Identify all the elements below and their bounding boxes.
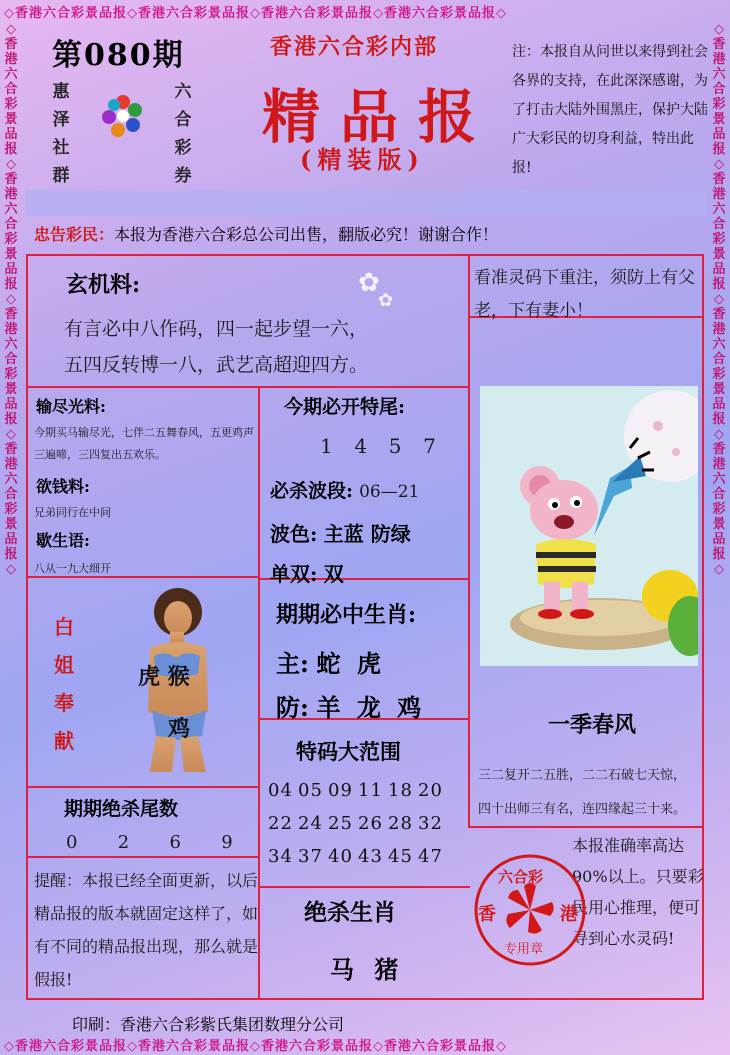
- spring-line-1: 三二复开二五胜，二二石破七天惊，: [478, 768, 687, 783]
- kill-tail-digits: [66, 832, 267, 853]
- header-left-column: [50, 78, 72, 190]
- range-number: 37: [298, 846, 323, 867]
- zodiac-guard-label: 防:: [276, 693, 309, 722]
- range-number: 47: [418, 846, 443, 867]
- footer-print: 印刷：香港六合彩紫氏集团数理分公司: [72, 1015, 345, 1034]
- zodiac-main-value: 蛇 虎: [316, 649, 385, 678]
- kill-band-row: [270, 476, 419, 503]
- right-col-char: 六: [174, 82, 192, 102]
- kill-zodiac-title: 绝杀生肖: [304, 899, 396, 926]
- xuanji-line-1: 有言必中八作码，四一起步望一六，: [64, 318, 369, 340]
- gesheng-text: 八从一九大细开: [34, 562, 111, 575]
- yuqian-text: 兄弟同行在中间: [34, 506, 111, 519]
- range-title: 特码大范围: [296, 739, 401, 764]
- zodiac-main-label: 主:: [276, 649, 309, 678]
- yuqian-title: 欲钱料:: [36, 477, 90, 496]
- photo-side-text: [54, 608, 74, 760]
- range-row: [268, 813, 448, 834]
- side-char: 白: [54, 615, 74, 639]
- kill-tail-title: 期期绝杀尾数: [64, 798, 179, 820]
- range-number: 32: [418, 813, 443, 834]
- range-grid: [268, 780, 448, 867]
- side-char: 奉: [54, 691, 74, 715]
- header-right-column: [172, 78, 194, 190]
- zodiac-title: 期期必中生肖:: [276, 602, 417, 628]
- border-bottom-banner: ◇香港六合彩景品报◇香港六合彩景品报◇香港六合彩景品报◇香港六合彩景品报◇: [4, 1039, 507, 1053]
- header-notice: 注：本报自从问世以来得到社会各界的支持，在此深深感谢，为了打击大陆外围黑庄，保护大陆广大彩民的切身利益，特出此报!: [512, 44, 708, 176]
- stamp-left-text: 香: [478, 904, 496, 925]
- single-double-label: 单双:: [270, 562, 318, 586]
- shujin-title: 输尽光料:: [36, 397, 106, 416]
- tail-digits: [320, 434, 451, 458]
- range-number: 04: [268, 780, 293, 801]
- color-row: [270, 518, 411, 547]
- divider: [28, 856, 260, 858]
- range-number: 18: [388, 780, 413, 801]
- right-col-char: 券: [174, 166, 192, 186]
- warning-bar: [34, 222, 498, 245]
- divider: [258, 886, 470, 888]
- range-number: 09: [328, 780, 353, 801]
- range-number: 24: [298, 813, 323, 834]
- kill-tail-digit: 6: [169, 832, 181, 853]
- divider: [28, 386, 470, 388]
- range-number: 40: [328, 846, 353, 867]
- zodiac-guard-row: [276, 688, 425, 723]
- kill-tail-digit: 9: [221, 832, 233, 853]
- range-number: 43: [358, 846, 383, 867]
- tail-title: 今期必开特尾:: [284, 396, 406, 418]
- tail-digit: 5: [388, 434, 402, 458]
- tail-digit: 1: [320, 434, 333, 458]
- stamp-right-text: 港: [560, 904, 578, 925]
- divider: [28, 576, 260, 578]
- issue-number: 第080期: [52, 38, 185, 73]
- kill-tail-digit: 2: [117, 832, 130, 853]
- zodiac-guard-value: 羊 龙 鸡: [316, 693, 426, 722]
- tail-digit: 7: [423, 434, 436, 458]
- flower-icon: ✿: [378, 290, 394, 311]
- range-row: [268, 846, 448, 867]
- left-col-char: 社: [52, 138, 70, 158]
- xuanji-line-2: 五四反转博一八，武艺高超迎四方。: [64, 354, 369, 376]
- left-col-char: 惠: [52, 82, 70, 102]
- divider: [28, 786, 260, 788]
- right-col-char: 彩: [174, 138, 192, 158]
- left-col-char: 泽: [52, 110, 70, 130]
- kill-band-value: 06—21: [359, 482, 420, 502]
- cartoon-mouse-illustration: [480, 386, 698, 666]
- lottery-logo-icon: [100, 92, 146, 138]
- flower-icon: ✿: [358, 268, 380, 298]
- range-number: 34: [268, 846, 293, 867]
- range-number: 11: [358, 780, 383, 801]
- zodiac-main-row: [276, 644, 385, 679]
- shujin-text: 今期买马输尽光，七伴二五舞春风，五更鸡声三遍啼，三四复出五欢乐。: [34, 426, 254, 461]
- divider: [468, 256, 470, 828]
- photo-overlay-2: 鸡: [168, 716, 191, 742]
- range-number: 45: [388, 846, 413, 867]
- warning-label: 忠告彩民：: [34, 225, 115, 244]
- kill-band-label: 必杀波段:: [270, 480, 354, 502]
- xuanji-title: 玄机料:: [66, 272, 141, 298]
- range-number: 26: [358, 813, 383, 834]
- range-number: 20: [418, 780, 443, 801]
- spring-title: 一季春风: [548, 712, 637, 738]
- left-col-char: 群: [52, 166, 70, 186]
- tail-digit: 4: [354, 434, 368, 458]
- single-double-row: [270, 558, 344, 587]
- warning-text: 本报为香港六合彩总公司出售，翻版必究！谢谢合作！: [114, 225, 499, 244]
- gesheng-title: 歇生语:: [36, 531, 90, 550]
- kill-tail-digit: 0: [66, 832, 78, 853]
- single-double-value: 双: [323, 562, 344, 586]
- range-number: 28: [388, 813, 413, 834]
- edition-label: (精装版): [300, 145, 425, 174]
- border-left-banner: ◇香港六合彩景品报◇香港六合彩景品报◇香港六合彩景品报◇香港六合彩景品报◇: [4, 22, 18, 577]
- range-number: 05: [298, 780, 323, 801]
- header-subtitle: 香港六合彩内部: [270, 34, 439, 60]
- border-top-banner: ◇香港六合彩景品报◇香港六合彩景品报◇香港六合彩景品报◇香港六合彩景品报◇: [4, 6, 507, 20]
- side-char: 献: [54, 729, 74, 753]
- range-row: [268, 780, 448, 801]
- stamp-top-text: 六合彩: [498, 868, 544, 886]
- kill-zodiac-value: 马 猪: [330, 955, 405, 984]
- page-title: 精品报: [262, 83, 497, 151]
- stamp-bottom-text: 专用章: [504, 942, 544, 957]
- color-value: 主蓝 防绿: [323, 522, 411, 546]
- right-col-char: 合: [174, 110, 192, 130]
- range-number: 22: [268, 813, 293, 834]
- photo-overlay-1: 虎 猴: [138, 664, 190, 690]
- range-number: 25: [328, 813, 353, 834]
- accuracy-text: 本报准确率高达90%以上。只要彩民用心推理，便可寻到心水灵码!: [572, 836, 704, 948]
- border-right-banner: ◇香港六合彩景品报◇香港六合彩景品报◇香港六合彩景品报◇香港六合彩景品报◇: [712, 22, 726, 577]
- color-label: 波色:: [270, 522, 318, 546]
- divider-strip: [26, 190, 706, 216]
- spring-line-2: 四十出师三有名，连四缘起三十来。: [478, 802, 687, 817]
- top-right-text: 看准灵码下重注，须防上有父老，下有妻小！: [474, 268, 695, 321]
- side-char: 姐: [54, 653, 74, 677]
- reminder-text: 提醒：本报已经全面更新，以后精品报的版本就固定这样了，如有不同的精品报出现，那么就是假报!: [34, 871, 259, 989]
- divider: [468, 826, 704, 828]
